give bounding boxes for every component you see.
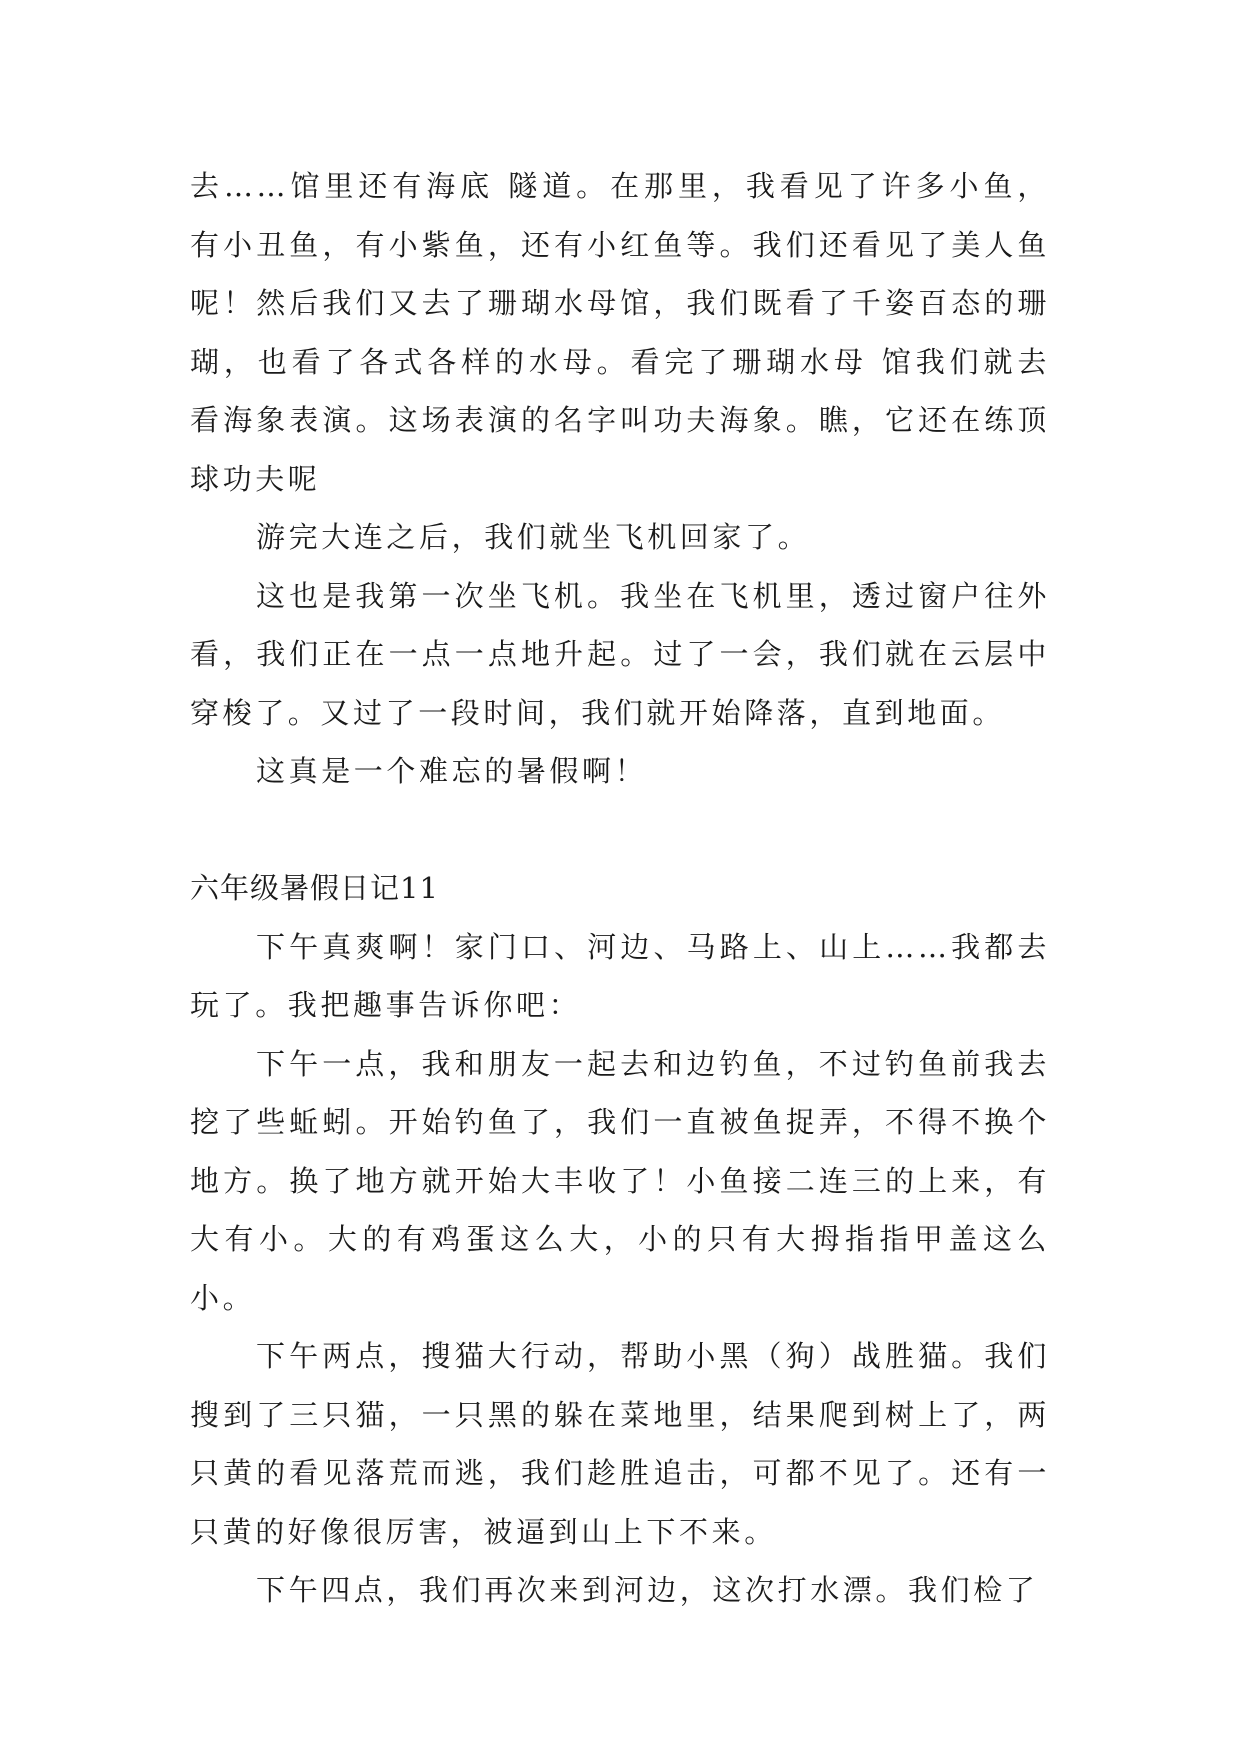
paragraph: 这真是一个难忘的暑假啊！	[256, 754, 648, 788]
document-body	[190, 157, 1050, 1620]
paragraph: 下午四点，我们再次来到河边，这次打水漂。我们检了	[256, 1573, 1039, 1607]
paragraph: 下午一点，我和朋友一起去和边钓鱼，不过钓鱼前我去挖了些蚯蚓。开始钓鱼了，我们一直被鱼捉弄，不得不换个地方。换了地方就开始大丰收了！小鱼接二连三的上来，有大有小。大的有鸡蛋这么大，小的只有大拇指指甲盖这么小。	[190, 1046, 1050, 1315]
continuation-paragraph: 去……馆里还有海底 隧道。在那里，我看见了许多小鱼，有小丑鱼，有小紫鱼，还有小红鱼等。我们还看见了美人鱼呢！然后我们又去了珊瑚水母馆，我们既看了千姿百态的珊瑚，也看了各式各样的水母。看完了珊瑚水母 馆我们就去看海象表演。这场表演的名字叫功夫海象。瞧，它还在练顶球功夫呢	[190, 169, 1050, 496]
paragraph: 这也是我第一次坐飞机。我坐在飞机里，透过窗户往外看，我们正在一点一点地升起。过了一会，我们就在云层中穿梭了。又过了一段时间，我们就开始降落，直到地面。	[190, 578, 1050, 730]
section-title: 六年级暑假日记11	[190, 871, 439, 905]
paragraph: 游完大连之后，我们就坐飞机回家了。	[256, 520, 811, 554]
paragraph: 下午两点，搜猫大行动，帮助小黑（狗）战胜猫。我们搜到了三只猫，一只黑的躲在菜地里，结果爬到树上了，两只黄的看见落荒而逃，我们趁胜追击，可都不见了。还有一只黄的好像很厉害，被逼到山上下不来。	[190, 1339, 1050, 1549]
blank-line	[190, 801, 1050, 860]
paragraph: 下午真爽啊！家门口、河边、马路上、山上……我都去玩了。我把趣事告诉你吧：	[190, 929, 1050, 1022]
